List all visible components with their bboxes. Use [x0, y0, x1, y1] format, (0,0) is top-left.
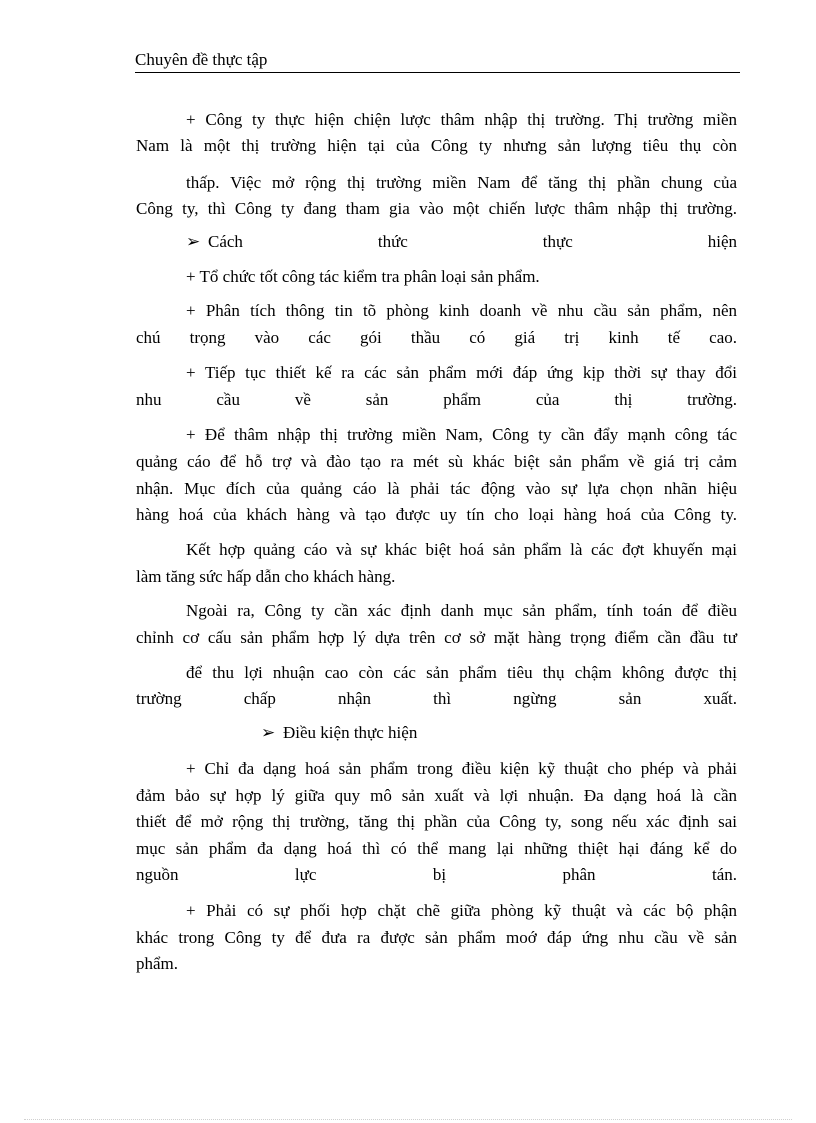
text-line: + Chỉ đa dạng hoá sản phẩm trong điều kiện kỹ thuật cho phép và phải	[186, 759, 737, 778]
text-line: nhu cầu về sản phẩm của thị trường.	[136, 390, 737, 409]
text-line: Ngoài ra, Công ty cần xác định danh mục sản phẩm, tính toán để điều	[186, 601, 737, 620]
text-line: Nam là một thị trường hiện tại của Công ty nhưng sản lượng tiêu thụ còn	[136, 136, 737, 155]
text-line: thiết để mở rộng thị trường, tăng thị phần của Công ty, song nếu xác định sai	[136, 812, 737, 831]
text-line: + Công ty thực hiện chiện lược thâm nhập thị trường. Thị trường miền	[186, 110, 737, 129]
text-line: Công ty, thì Công ty đang tham gia vào một chiến lược thâm nhập thị trường.	[136, 199, 737, 218]
text-line: + Để thâm nhập thị trường miền Nam, Công ty cần đẩy mạnh công tác	[186, 425, 737, 444]
text-line: + Tiếp tục thiết kế ra các sản phẩm mới đáp ứng kịp thời sự thay đổi	[186, 363, 737, 382]
text-line: phẩm.	[136, 954, 179, 973]
text-line: chỉnh cơ cấu sản phẩm hợp lý dựa trên cơ sở mặt hàng trọng điểm cần đầu tư	[136, 628, 737, 647]
text-line: + Phân tích thông tin tõ phòng kinh doanh về nhu cầu sản phẩm, nên	[186, 301, 737, 320]
bullet-heading-text: Điều kiện thực hiện	[283, 723, 418, 742]
text-line: quảng cáo để hỗ trợ và đào tạo ra mét sù khác biệt sản phẩm về giá trị cảm	[136, 452, 737, 471]
arrow-bullet-icon: ➢	[261, 723, 276, 742]
bullet-heading-conditions	[261, 722, 561, 744]
text-line: thấp. Việc mở rộng thị trường miền Nam để tăng thị phần chung của	[186, 173, 737, 192]
page-bottom-divider	[24, 1119, 792, 1120]
bullet-heading-text: Cách thức thực hiện	[208, 232, 737, 251]
text-line: hàng hoá của khách hàng và tạo được uy tín cho loại hàng hoá của Công ty.	[136, 505, 737, 524]
text-line: đảm bảo sự hợp lý giữa quy mô sản xuất và lợi nhuận. Đa dạng hoá là cần	[136, 786, 737, 805]
text-line: mục sản phẩm đa dạng hoá thì có thể mang lại những thiệt hại đáng kể do	[136, 839, 737, 858]
arrow-bullet-icon: ➢	[186, 232, 201, 251]
text-line: trường chấp nhận thì ngừng sản xuất.	[136, 689, 737, 708]
text-line: nhận. Mục đích của quảng cáo là phải tác động vào sự lựa chọn nhãn hiệu	[136, 479, 737, 498]
bullet-heading-how	[186, 231, 737, 253]
text-line: + Tổ chức tốt công tác kiểm tra phân loại sản phẩm.	[186, 267, 540, 286]
text-line: nguồn lực bị phân tán.	[136, 865, 737, 884]
text-line: + Phải có sự phối hợp chặt chẽ giữa phòng kỹ thuật và các bộ phận	[186, 901, 737, 920]
text-line: khác trong Công ty để đưa ra được sản phẩm moớ đáp ứng nhu cầu về sản	[136, 928, 737, 947]
text-line: để thu lợi nhuận cao còn các sản phẩm tiêu thụ chậm không được thị	[186, 663, 737, 682]
text-line: làm tăng sức hấp dẫn cho khách hàng.	[136, 567, 396, 586]
text-line: chú trọng vào các gói thầu có giá trị kinh tế cao.	[136, 328, 737, 347]
page-header-title: Chuyên đề thực tập	[135, 50, 740, 73]
text-line: Kết hợp quảng cáo và sự khác biệt hoá sản phẩm là các đợt khuyến mại	[186, 540, 737, 559]
